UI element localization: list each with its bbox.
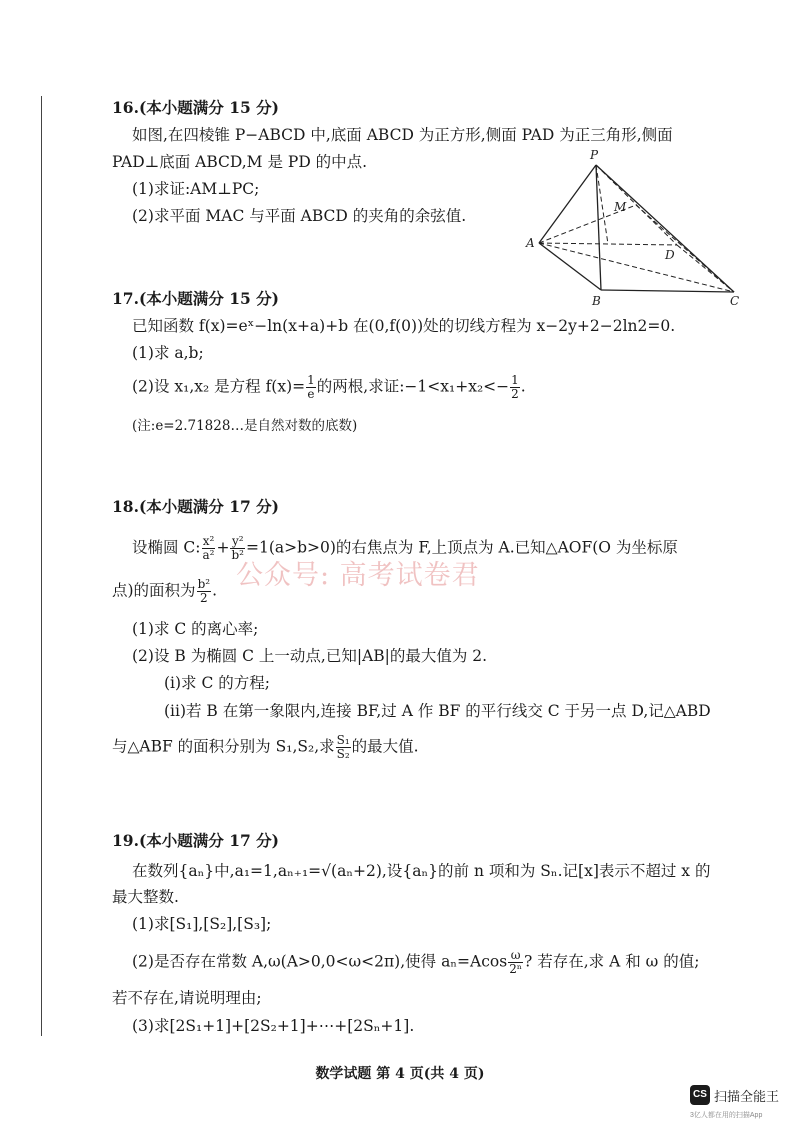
plus-sign: + (216, 538, 230, 557)
frac-num: 1 (511, 373, 519, 387)
q18-last-a: 与△ABF 的面积分别为 S₁,S₂,求 (112, 737, 335, 756)
frac-den: b² (231, 548, 244, 562)
q17-heading: 17.(本小题满分 15 分) (112, 289, 279, 308)
camscanner-tagline: 3亿人都在用的扫描App (690, 1112, 763, 1119)
frac-den: S₂ (336, 747, 350, 761)
q19-part2-c: 若不存在,请说明理由; (112, 989, 262, 1007)
q18-line1-b: =1(a>b>0)的右焦点为 F,上顶点为 A.已知△AOF(O 为坐标原 (245, 538, 678, 557)
q19-part2 (132, 949, 699, 976)
q17-part2-text-a: (2)设 x₁,x₂ 是方程 f(x)= (132, 377, 306, 396)
q17-part1: (1)求 a,b; (132, 344, 204, 362)
frac-num: x² (202, 534, 215, 548)
frac-num: y² (231, 534, 244, 548)
q18-part1: (1)求 C 的离心率; (132, 620, 259, 638)
frac-den: 2 (511, 387, 519, 401)
frac-num: S₁ (336, 733, 350, 747)
frac-num: ω (508, 949, 523, 963)
q19-text-line1: 在数列{aₙ}中,a₁=1,aₙ₊₁=√(aₙ+2),设{aₙ}的前 n 项和为 Sₙ.记[x]表示不超过 x 的 (132, 862, 711, 880)
edge-AB (539, 243, 601, 290)
watermark: 公众号: 高考试卷君 (236, 560, 480, 591)
edge-PC (596, 165, 734, 292)
fraction-x2-a2 (202, 535, 216, 562)
q18-last-line (112, 734, 419, 761)
q18-line2-a: 点)的面积为 (112, 581, 196, 600)
edge-BC (601, 290, 734, 292)
q18-part2-ii: (ii)若 B 在第一象限内,连接 BF,过 A 作 BF 的平行线交 C 于另一点 D,记△ABD (164, 702, 711, 720)
q18-part2: (2)设 B 为椭圆 C 上一动点,已知|AB|的最大值为 2. (132, 647, 488, 665)
q18-heading: 18.(本小题满分 17 分) (112, 497, 279, 516)
fraction-b2-over-2 (197, 578, 212, 605)
fraction-1-over-2 (510, 374, 520, 401)
q19-part2-b: ? 若存在,求 A 和 ω 的值; (524, 952, 700, 971)
frac-num: b² (197, 577, 211, 591)
label-D: D (665, 248, 675, 262)
q17-part2: (2)设 x₁,x₂ 是方程 f(x)= $\frac{1}{e}$ 的两根,求证:−1<x₁+x₂<− $\frac{1}{2}$ . (132, 373, 526, 401)
edge-PA (539, 165, 596, 243)
frac-den: 2ⁿ (509, 962, 523, 976)
fraction-1-over-e (306, 374, 316, 401)
label-B: B (592, 294, 601, 308)
camscanner-badge (690, 1085, 794, 1129)
q19-heading: 19.(本小题满分 17 分) (112, 831, 279, 850)
page-footer: 数学试题 第 4 页(共 4 页) (315, 1066, 485, 1082)
q16-part2: (2)求平面 MAC 与平面 ABCD 的夹角的余弦值. (132, 207, 467, 225)
q18-part2-i: (i)求 C 的方程; (164, 674, 270, 692)
q19-part3: (3)求[2S₁+1]+[2S₂+1]+⋯+[2Sₙ+1]. (132, 1017, 415, 1035)
q17-part2-text-b: 的两根,求证:−1<x₁+x₂<− (316, 377, 510, 396)
q19-text-line2: 最大整数. (112, 888, 179, 906)
q19-part2-a: (2)是否存在常数 A,ω(A>0,0<ω<2π),使得 aₙ=Acos (132, 952, 508, 971)
q18-last-b: 的最大值. (351, 737, 419, 756)
camscanner-logo-icon: CS (690, 1085, 710, 1105)
edge-AD (539, 243, 677, 245)
frac-den: a² (202, 548, 215, 562)
frac-num: 1 (307, 373, 315, 387)
label-M: M (614, 200, 627, 214)
q18-line1-a: 设椭圆 C: (132, 538, 201, 557)
label-A: A (526, 236, 535, 250)
frac-den: e (307, 387, 315, 401)
q17-note: (注:e=2.71828…是自然对数的底数) (132, 418, 358, 434)
label-P: P (590, 148, 599, 162)
q16-text-line1: 如图,在四棱锥 P−ABCD 中,底面 ABCD 为正方形,侧面 PAD 为正三角形,侧面 (132, 126, 673, 144)
pyramid-diagram (522, 145, 750, 310)
q16-text-line2: PAD⊥底面 ABCD,M 是 PD 的中点. (112, 153, 368, 171)
q16-part1: (1)求证:AM⊥PC; (132, 180, 260, 198)
q16-heading: 16.(本小题满分 15 分) (112, 98, 279, 117)
q18-line2-b: . (212, 581, 217, 600)
q17-text-line1: 已知函数 f(x)=eˣ−ln(x+a)+b 在(0,f(0))处的切线方程为 x−2y+2−2ln2=0. (132, 317, 676, 335)
camscanner-name: 扫描全能王 (714, 1089, 780, 1104)
label-C: C (730, 294, 740, 308)
binding-line (41, 96, 42, 1036)
q19-part1: (1)求[S₁],[S₂],[S₃]; (132, 915, 272, 933)
q18-text-line2 (112, 578, 217, 605)
frac-den: 2 (199, 591, 208, 605)
fraction-S1-S2 (336, 734, 351, 761)
fraction-omega-2n (508, 949, 523, 976)
